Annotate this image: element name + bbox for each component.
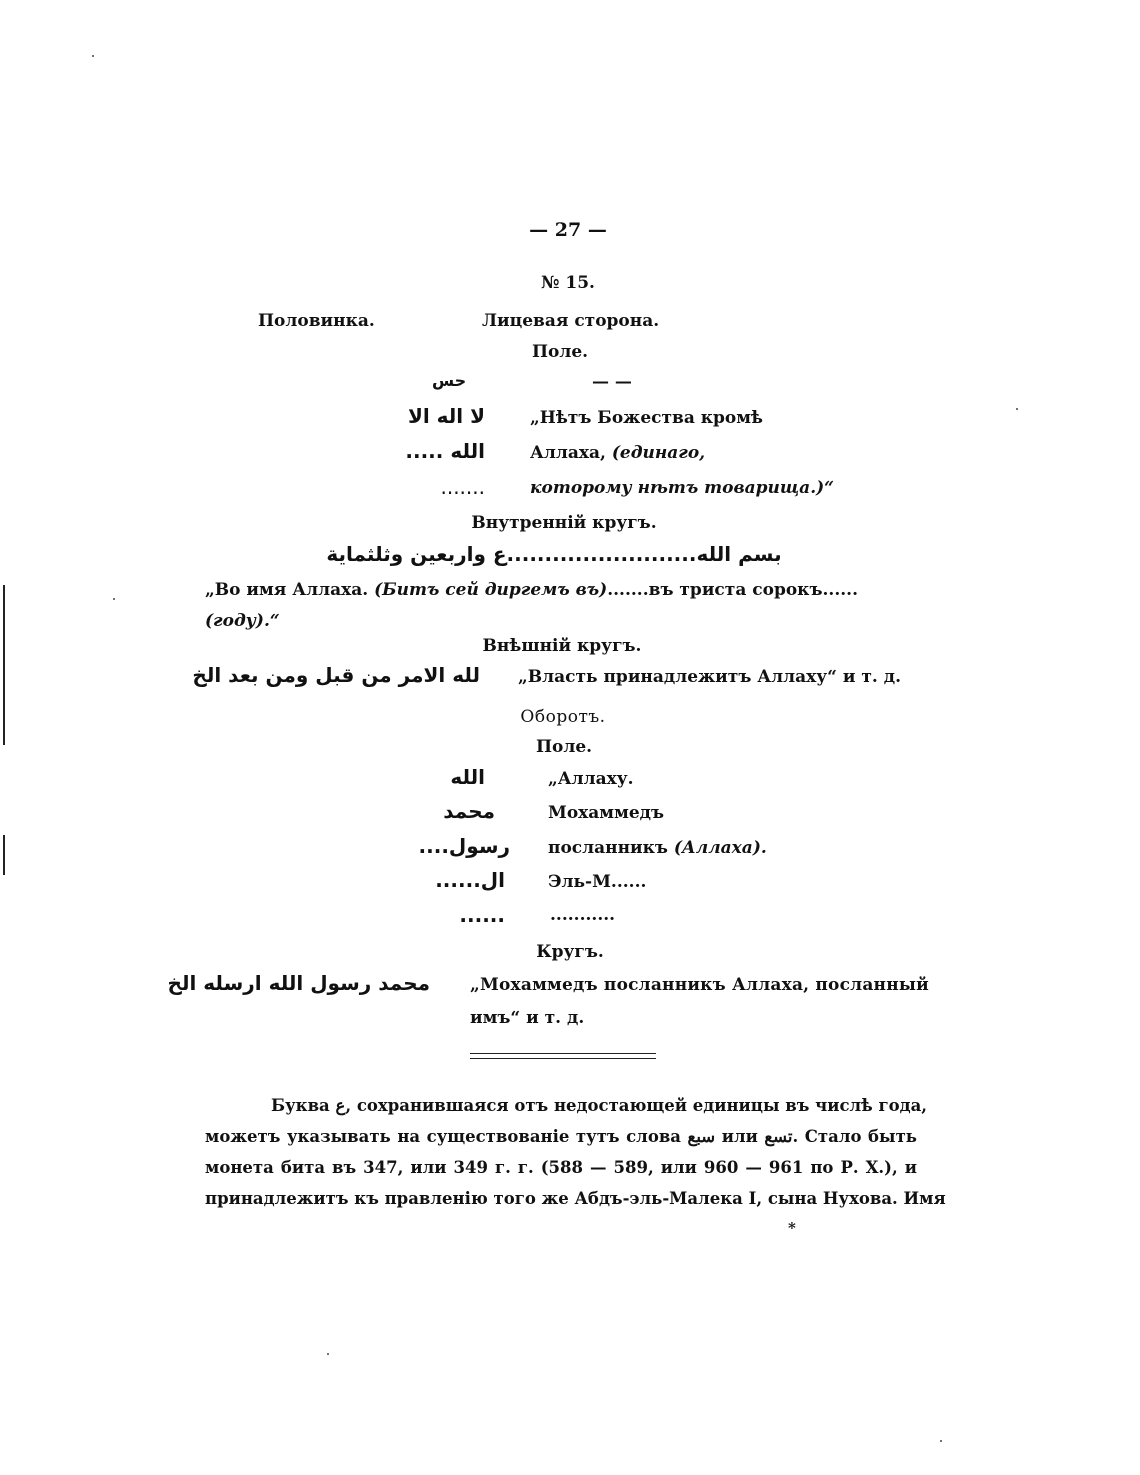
commentary-line: можетъ указывать на существованіе тутъ слова سبع или تسع. Стало быть [205,1127,917,1146]
circle-russian-line: „Мохаммедъ посланникъ Аллаха, посланный [470,975,929,995]
inner-circle-russian-end: (году).“ [205,611,280,631]
scan-speck [940,1440,942,1442]
reverse-arabic-line: الله [450,765,485,789]
reverse-arabic-line: ...... [459,903,505,927]
field-russian-italic: (единаго, [611,443,706,463]
entry-number: № 15. [541,273,595,293]
field-dashes: — — [592,372,632,392]
reverse-russian-line: „Аллаху. [548,769,634,789]
field-russian-italic: которому нѣтъ товарища.)“ [530,478,834,498]
field-arabic-line: لا اله الا [407,404,485,428]
reverse-russian-line [548,837,767,859]
reverse-field-title: Поле. [535,737,593,757]
outer-circle-arabic: لله الامر من قبل ومن بعد الخ [192,663,480,687]
inner-circle-russian-b: (Битъ сей диргемъ въ) [374,580,608,600]
circle-title: Кругъ. [536,942,604,962]
scan-speck [1016,408,1018,410]
outer-circle-title: Внѣшній кругъ. [482,636,642,656]
field-russian-line [530,442,705,464]
section-divider [470,1058,656,1059]
inner-circle-arabic: بسم الله.........................ع واربعين وثلثماية [326,542,782,566]
commentary-paragraph [205,1090,946,1214]
field-arabic-line: ....... [440,475,485,499]
field-title: Поле. [531,342,589,362]
reverse-arabic-line: محمد [443,799,495,823]
reverse-russian-italic: (Аллаха). [673,838,767,858]
field-russian-text: Аллаха, [530,443,612,463]
section-divider [470,1053,656,1054]
circle-arabic: محمد رسول الله ارسله الخ [167,971,430,995]
footnote-mark: * [788,1219,796,1237]
scan-speck [327,1353,329,1355]
inner-circle-russian-a: „Во имя Аллаха. [205,580,375,600]
field-arabic-top: حس [432,371,467,390]
reverse-russian-line: Эль-М...... [548,872,647,892]
scan-edge-mark [3,585,5,745]
scan-speck [92,55,94,57]
inner-circle-russian-c: .......въ триста сорокъ...... [607,580,858,600]
inner-circle-title: Внутренній кругъ. [471,513,657,533]
field-arabic-line: الله ..... [405,439,485,463]
reverse-russian-line: ........... [550,905,616,925]
commentary-line: Буква ع, сохранившаяся отъ недостающей единицы въ числѣ года, [271,1096,928,1115]
obverse-title: Лицевая сторона. [482,311,660,331]
page-number: — 27 — [529,219,607,241]
circle-russian-line: имъ“ и т. д. [470,1008,585,1028]
commentary-line: монета бита въ 347, или 349 г. г. (588 — 589, или 960 — 961 по Р. Х.), и [205,1158,917,1177]
reverse-title: Оборотъ. [520,707,606,727]
denomination: Половинка. [258,311,375,331]
outer-circle-russian: „Власть принадлежитъ Аллаху“ и т. д. [518,667,901,687]
scan-edge-mark [3,835,5,875]
reverse-russian-line: Мохаммедъ [548,803,665,823]
scan-speck [113,598,115,600]
inner-circle-russian [205,579,917,601]
reverse-russian-text: посланникъ [548,838,674,858]
reverse-arabic-line: ال...... [435,868,505,892]
commentary-line: принадлежитъ къ правленію того же Абдъ-эль-Малека I, сына Нухова. Имя [205,1189,946,1208]
reverse-arabic-line: رسول.... [418,834,510,858]
field-russian-line: „Нѣтъ Божества кромѣ [530,408,763,428]
